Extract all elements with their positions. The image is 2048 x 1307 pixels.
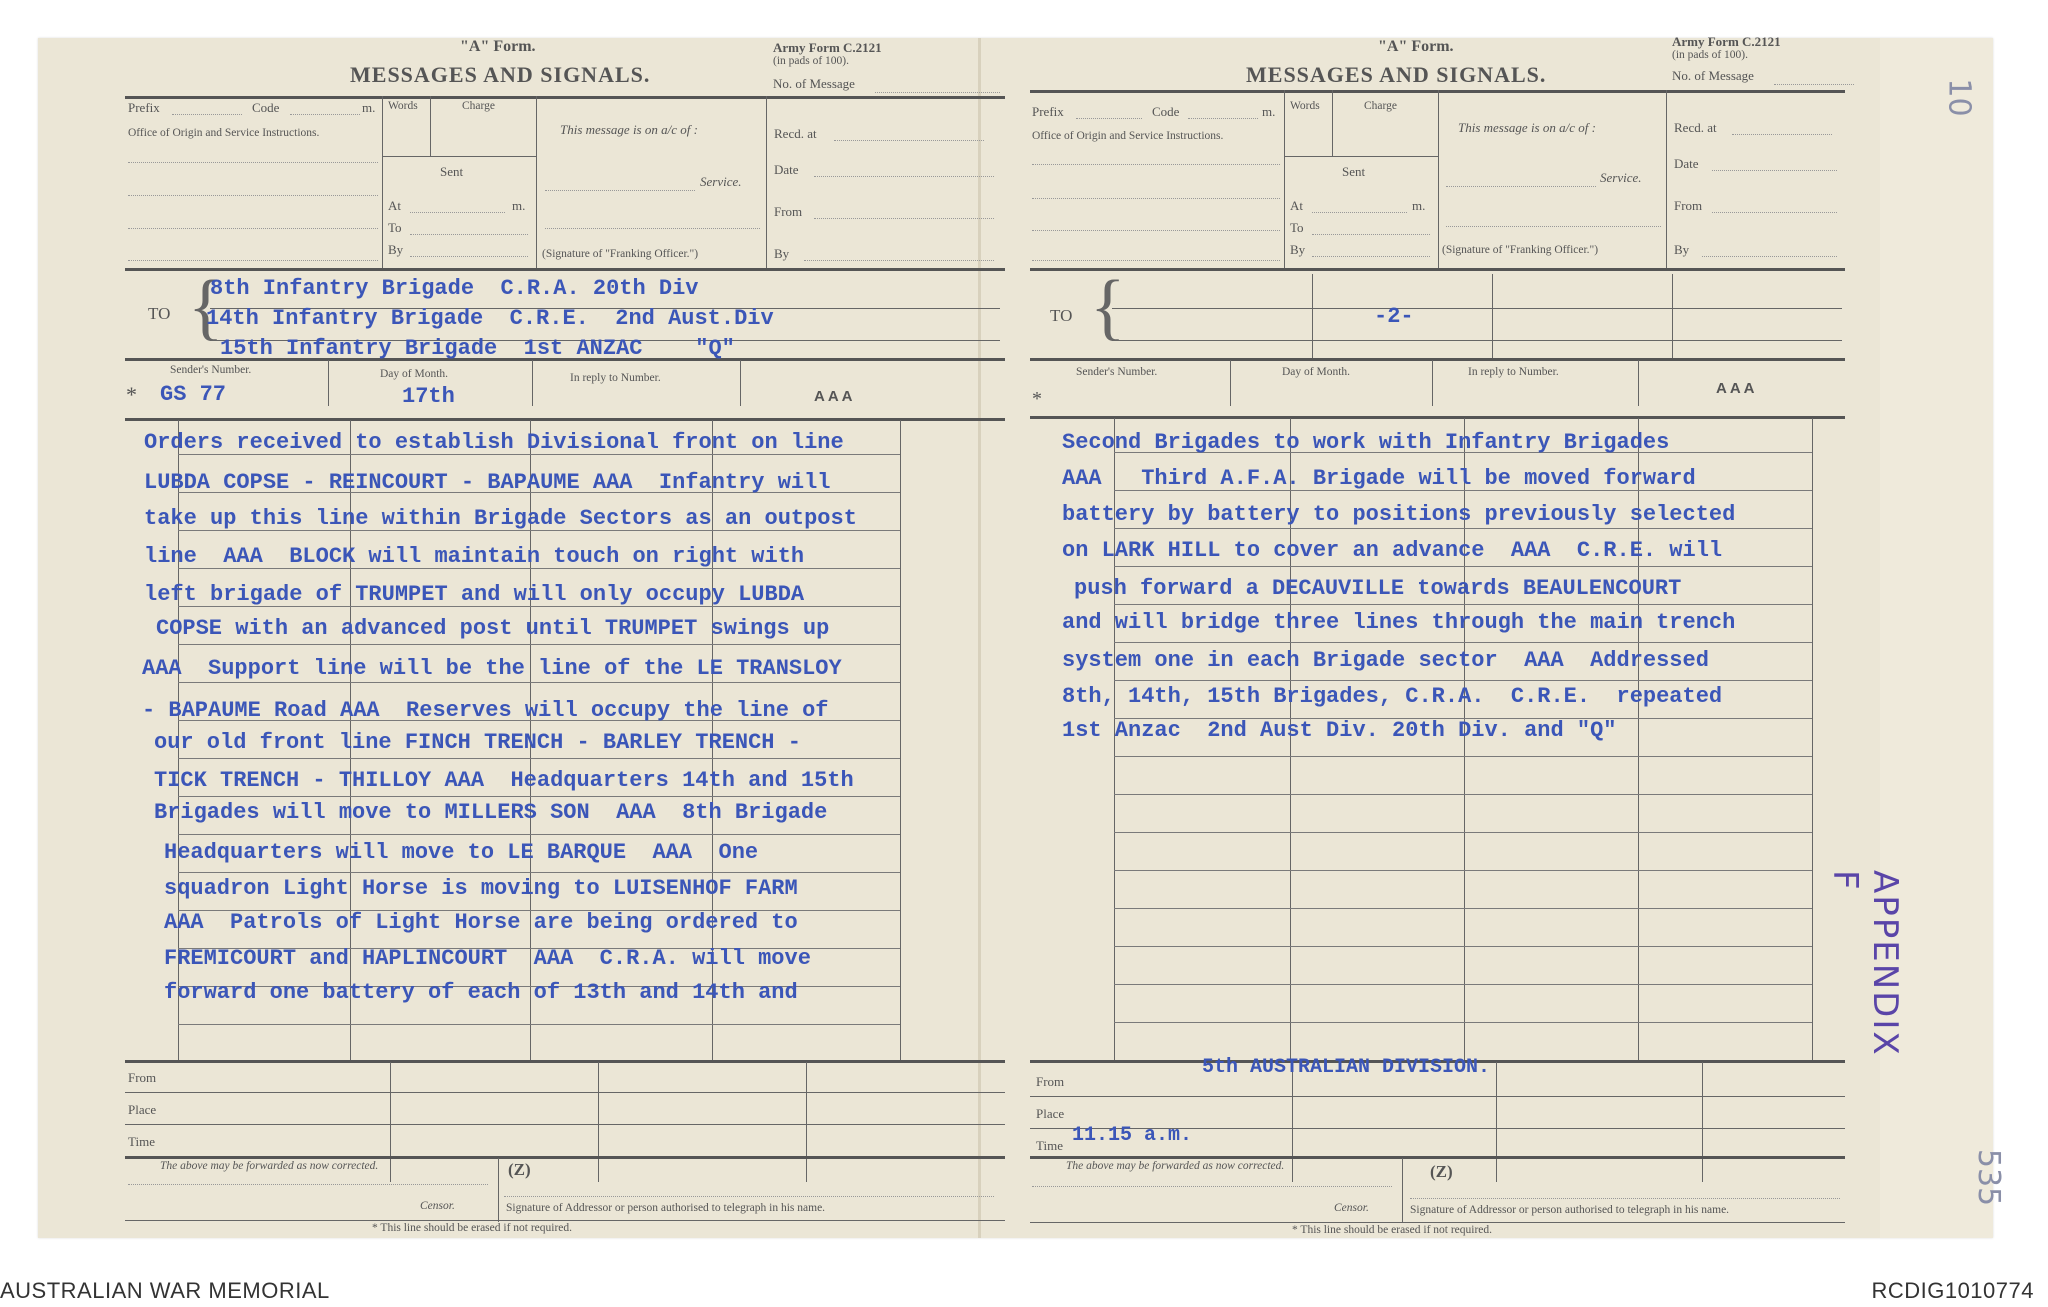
right-message-form: "A" Form. MESSAGES AND SIGNALS. Army Form C.2121 (in pads of 100). No. of Message Prefix Code m. Office of Origin and Service Instructions. Words Charge Sent At m. To By This message is on a/c of : Service. (Signature of "Franking Officer.") Recd. at Date From By TO { -2- Sender's Number. Day of Month. In reply to Number. AAA * Second Brigades to work with Infantry Brigades AAA Third A.F.A. Brigade will be moved forward battery by battery to positions previously selected on LARK HILL to cover an advance AAA C.R.E. will push forward a DECAUVILLE towards BEAULENCOURT and will bridge three lines through the main trench system one in each Brigade sector AAA Addressed 8th, 14th, 15th Brigades, C.R.A. C.R.E. repeated 1st Anzac 2nd Aust Div. 20th Div. and "Q" From 5th AUSTRALIAN DIVISION. Place Time 11.15 a.m. The above may be forwarded as now corrected. Censor. (Z) Signature of Addressor or person authorised to telegraph in his name. * This line should be erased if not required. (966, 38, 1886, 1238)
body-line-13: squadron Light Horse is moving to LUISENHOF FARM (164, 876, 798, 901)
to-sent-label: To (1290, 220, 1304, 235)
page-number-top: 10 (1941, 78, 1977, 117)
body-line-15: FREMICOURT and HAPLINCOURT AAA C.R.A. will move (164, 946, 811, 971)
words-label: Words (388, 100, 418, 112)
to-line-1: 8th Infantry Brigade C.R.A. 20th Div (210, 276, 699, 301)
footer-from-label: From (128, 1070, 157, 1085)
to-line-3: 15th Infantry Brigade 1st ANZAC "Q" (220, 336, 735, 361)
on-ac-of-label: This message is on a/c of : (560, 122, 698, 137)
code-label: Code (1152, 104, 1180, 119)
form-title: MESSAGES AND SIGNALS. (1246, 62, 1547, 87)
form-type-label: "A" Form. (1378, 38, 1454, 55)
by-recd-label: By (774, 246, 790, 261)
body-line-4: line AAA BLOCK will maintain touch on right with (144, 544, 805, 569)
body-line-8: 8th, 14th, 15th Brigades, C.R.A. C.R.E. repeated (1062, 684, 1723, 709)
body-line-9: our old front line FINCH TRENCH - BARLEY TRENCH - (154, 730, 801, 755)
in-reply-label: In reply to Number. (1468, 366, 1559, 378)
body-line-2: AAA Third A.F.A. Brigade will be moved forward (1062, 466, 1696, 491)
in-reply-label: In reply to Number. (570, 372, 661, 384)
to-brace: { (1090, 266, 1126, 348)
army-form-label: Army Form C.2121 (1672, 34, 1781, 49)
body-line-7: system one in each Brigade sector AAA Addressed (1062, 648, 1709, 673)
body-line-5: left brigade of TRUMPET and will only occupy LUBDA (144, 582, 805, 607)
binding-margin (1880, 38, 1993, 1238)
date-label: Date (774, 162, 799, 177)
body-line-3: battery by battery to positions previously selected (1062, 502, 1736, 527)
footer-time-label: Time (128, 1134, 155, 1149)
signature-note: Signature of Addressor or person authorised to telegraph in his name. (1410, 1204, 1730, 1216)
aaa-label: AAA (814, 388, 856, 405)
footer-time-label: Time (1036, 1138, 1063, 1153)
form-title: MESSAGES AND SIGNALS. (350, 62, 651, 87)
footer-from-label: From (1036, 1074, 1065, 1089)
no-of-message-label: No. of Message (773, 76, 855, 91)
catalog-id: RCDIG1010774 (1871, 1278, 2034, 1303)
to-sent-label: To (388, 220, 402, 235)
body-line-6: and will bridge three lines through the main trench (1062, 610, 1736, 635)
senders-number-label: Sender's Number. (170, 364, 252, 376)
recd-at-label: Recd. at (774, 126, 817, 141)
by-recd-label: By (1674, 242, 1690, 257)
source-credit: AUSTRALIAN WAR MEMORIAL (0, 1278, 330, 1303)
body-line-14: AAA Patrols of Light Horse are being ordered to (164, 910, 798, 935)
body-line-12: Headquarters will move to LE BARQUE AAA One (164, 840, 759, 865)
prefix-label: Prefix (128, 100, 160, 115)
sent-label: Sent (440, 164, 464, 179)
body-line-5: push forward a DECAUVILLE towards BEAULENCOURT (1074, 576, 1682, 601)
left-message-form: "A" Form. MESSAGES AND SIGNALS. Army Form C.2121 (in pads of 100). No. of Message Prefix Code m. Office of Origin and Service Instructions. Words Charge Sent At m. To By This message is on a/c of : Service. (Signature of "Franking Officer.") Recd. at Date From By TO { 8th Infantry Brigade C.R.A. 20th Div 14th Infantry Brigade C.R.E. 2nd Aust.Div 15th Infantry Brigade 1st ANZAC "Q" Sender's Number. Day of Month. In reply to Number. AAA * GS 77 17th Orders received to establish Divisional front on line LUBDA COPSE - REINCOURT - BAPAUME AAA Infantry will take up this line within Brigade Sectors as an outpost line AAA BLOCK will maintain touch on right with left brigade of TRUMPET and will only occupy LUBDA COPSE with an advanced post until TRUMPET swings up AAA Support line will be the line of the LE TRANSLOY - BAPAUME Road AAA Reserves will occupy the line of our old front line FINCH TRENCH - BARLEY TRENCH - TICK TRENCH - THILLOY AAA Headquarters 14th and 15th Brigades will move to MILLERS SON AAA 8th Brigade Headquarters will move to LE BARQUE AAA One squadron Light Horse is moving to LUISENHOF FARM AAA Patrols of Light Horse are being ordered to FREMICOURT and HAPLINCOURT AAA C.R.A. will move forward one battery of each of 13th and 14th and From Place Time The above may be forwarded as now corrected. Censor. (Z) Signature of Addressor or person authorised to telegraph in his name. * This line should be erased if not required. (60, 38, 980, 1238)
body-line-1: Second Brigades to work with Infantry Brigades (1062, 430, 1670, 455)
from-value: 5th AUSTRALIAN DIVISION. (1202, 1056, 1491, 1079)
body-line-4: on LARK HILL to cover an advance AAA C.R.E. will (1062, 538, 1723, 563)
sent-label: Sent (1342, 164, 1366, 179)
forward-note: The above may be forwarded as now corrected. (1066, 1160, 1285, 1172)
signature-note: Signature of Addressor or person authorised to telegraph in his name. (506, 1202, 826, 1214)
office-origin-label: Office of Origin and Service Instructions. (128, 127, 320, 139)
office-origin-label: Office of Origin and Service Instructions. (1032, 130, 1224, 142)
censor-label: Censor. (420, 1200, 455, 1212)
no-of-message-label: No. of Message (1672, 68, 1754, 83)
footer-place-label: Place (128, 1102, 157, 1117)
franking-label: (Signature of "Franking Officer.") (1442, 244, 1599, 256)
body-line-16: forward one battery of each of 13th and 14th and (164, 980, 798, 1005)
page-number-bottom: 535 (1971, 1148, 2007, 1207)
body-line-7: AAA Support line will be the line of the LE TRANSLOY (142, 656, 842, 681)
censor-label: Censor. (1334, 1202, 1369, 1214)
service-label: Service. (1600, 170, 1642, 185)
by-sent-label: By (388, 242, 404, 257)
z-label: (Z) (508, 1160, 531, 1179)
day-of-month-label: Day of Month. (380, 368, 449, 380)
senders-number-value: GS 77 (160, 382, 227, 407)
star-mark: * (126, 382, 137, 407)
franking-label: (Signature of "Franking Officer.") (542, 248, 699, 260)
day-of-month-label: Day of Month. (1282, 366, 1351, 378)
charge-label: Charge (1364, 100, 1398, 112)
senders-number-label: Sender's Number. (1076, 366, 1158, 378)
body-line-1: Orders received to establish Divisional front on line (144, 430, 844, 455)
prefix-label: Prefix (1032, 104, 1064, 119)
time-value: 11.15 a.m. (1072, 1124, 1193, 1147)
erase-note: * This line should be erased if not required. (372, 1222, 573, 1234)
to-line-2: 14th Infantry Brigade C.R.E. 2nd Aust.Div (206, 306, 774, 331)
service-label: Service. (700, 174, 742, 189)
from-label: From (774, 204, 803, 219)
code-label: Code (252, 100, 280, 115)
to-label: TO (148, 304, 171, 323)
to-label: TO (1050, 306, 1073, 325)
from-label: From (1674, 198, 1703, 213)
charge-label: Charge (462, 100, 496, 112)
body-line-9: 1st Anzac 2nd Aust Div. 20th Div. and "Q" (1062, 718, 1617, 743)
forward-note: The above may be forwarded as now corrected. (160, 1160, 379, 1172)
day-of-month-value: 17th (402, 384, 455, 409)
at-label: At (388, 198, 401, 213)
to-page-number: -2- (1374, 304, 1414, 329)
to-brace: { (188, 266, 224, 348)
body-line-11: Brigades will move to MILLERS SON AAA 8th Brigade (154, 800, 828, 825)
body-line-2: LUBDA COPSE - REINCOURT - BAPAUME AAA Infantry will (144, 470, 831, 495)
body-line-8: - BAPAUME Road AAA Reserves will occupy the line of (142, 698, 829, 723)
at-label: At (1290, 198, 1303, 213)
aaa-label: AAA (1716, 380, 1758, 397)
body-line-6: COPSE with an advanced post until TRUMPET swings up (156, 616, 830, 641)
z-label: (Z) (1430, 1162, 1453, 1181)
footer-place-label: Place (1036, 1106, 1065, 1121)
form-type-label: "A" Form. (460, 38, 536, 55)
appendix-stamp: APPENDIX F (1825, 870, 1905, 1057)
body-line-10: TICK TRENCH - THILLOY AAA Headquarters 14th and 15th (154, 768, 854, 793)
recd-at-label: Recd. at (1674, 120, 1717, 135)
body-line-3: take up this line within Brigade Sectors as an outpost (144, 506, 857, 531)
pads-label: (in pads of 100). (773, 55, 850, 67)
by-sent-label: By (1290, 242, 1306, 257)
on-ac-of-label: This message is on a/c of : (1458, 120, 1596, 135)
erase-note: * This line should be erased if not required. (1292, 1224, 1493, 1236)
army-form-label: Army Form C.2121 (773, 40, 882, 55)
star-mark: * (1032, 388, 1042, 410)
date-label: Date (1674, 156, 1699, 171)
pads-label: (in pads of 100). (1672, 49, 1749, 61)
words-label: Words (1290, 100, 1320, 112)
